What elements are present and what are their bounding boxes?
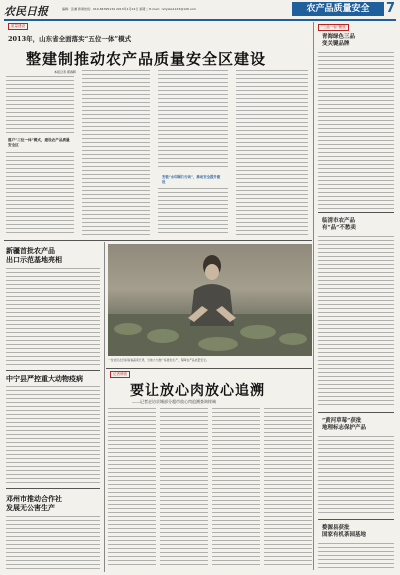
left-story-1-title: 新疆首批农产品 出口示范基地亮相 — [6, 246, 62, 264]
lead-kicker: 2013年，山东省全面落实“五位一体”模式 — [8, 35, 132, 43]
lead-text-col-4 — [236, 70, 308, 236]
feature-subhead: ——记者走访京城部分超市放心肉追溯查询终端 — [132, 399, 216, 404]
lead-text-col-3 — [158, 70, 228, 170]
sidebar-story-3-text — [318, 436, 394, 516]
masthead-logo: 农民日报 — [4, 5, 48, 18]
sidebar-story-2-title: 临清市农产品 有“品”不愁卖 — [322, 218, 356, 231]
lead-tag: 质量建设 — [8, 23, 28, 30]
sidebar-divider-3 — [318, 519, 394, 520]
left-column — [4, 242, 102, 572]
section-title: 农产品质量安全 — [292, 2, 384, 16]
sidebar-story-2-text — [318, 236, 394, 408]
feature-body — [108, 408, 312, 570]
sidebar-story-4-text — [318, 543, 394, 571]
left-story-1-text — [6, 268, 100, 368]
sidebar-divider-2 — [318, 412, 394, 413]
lead-subhead-1: 落户“三位一体”模式，建设农产品质量安全区 — [8, 138, 70, 147]
lead-text-col-1b — [6, 152, 74, 236]
sidebar-story-3-title: “黄河草莓”获批 地理标志保护产品 — [322, 418, 367, 431]
sidebar-separator — [313, 22, 314, 570]
masthead — [0, 0, 400, 20]
farm-photo — [108, 244, 312, 356]
page-number: 7 — [386, 1, 396, 16]
lead-byline: 本报记者 郭春晖 — [54, 70, 76, 74]
feature-text-col-1 — [108, 408, 156, 568]
lead-headline: 整建制推动农产品质量安全区建设 — [26, 50, 267, 68]
feature-text-col-2 — [160, 408, 208, 568]
sidebar-story-4-title: 婺源县获批 国家有机茶园基地 — [322, 525, 367, 538]
sidebar-divider-1 — [318, 212, 394, 213]
sidebar-tag: “三品一标”聚焦 — [318, 24, 349, 31]
feature-headline: 要让放心肉放心追溯 — [130, 383, 265, 399]
left-divider-1 — [6, 370, 100, 371]
photo-bottom-rule — [106, 368, 312, 369]
lead-photo-caption-1: 安装“水印图片行动”，推动安全提升建设 — [162, 175, 221, 184]
left-story-3-text — [6, 516, 100, 570]
lead-body — [6, 70, 310, 240]
feature-text-col-3 — [212, 408, 260, 568]
left-story-2-text — [6, 386, 100, 484]
sidebar-story-1-title: 青海绿色三品 变关键品牌 — [322, 34, 356, 47]
lead-text-col-1 — [6, 76, 74, 134]
lead-bottom-rule — [4, 240, 312, 241]
photo-caption: 一位农民在田间查看蔬菜长势，当地大力推广标准化生产，保障农产品质量安全。 — [108, 358, 209, 362]
left-story-3-title: 邓州市推动合作社 发展无公害生产 — [6, 494, 62, 512]
lead-text-col-2 — [82, 70, 150, 236]
lead-text-col-3b — [158, 188, 228, 236]
feature-tag: 记者调查 — [110, 371, 130, 378]
left-divider-2 — [6, 488, 100, 489]
masthead-divider — [4, 19, 396, 21]
farm-photo-illustration — [108, 244, 312, 356]
masthead-meta-line: 编辑：张谦 新闻热线：010-84395134 2013年1月22日 星期二 E-mail：nmjxbs1123@126.com — [62, 7, 197, 11]
left-column-separator — [104, 242, 105, 572]
feature-text-col-4 — [264, 408, 312, 568]
left-story-2-title: 中宁县严控重大动物疫病 — [6, 374, 83, 383]
sidebar-story-1-text — [318, 52, 394, 210]
sidebar — [316, 22, 396, 572]
